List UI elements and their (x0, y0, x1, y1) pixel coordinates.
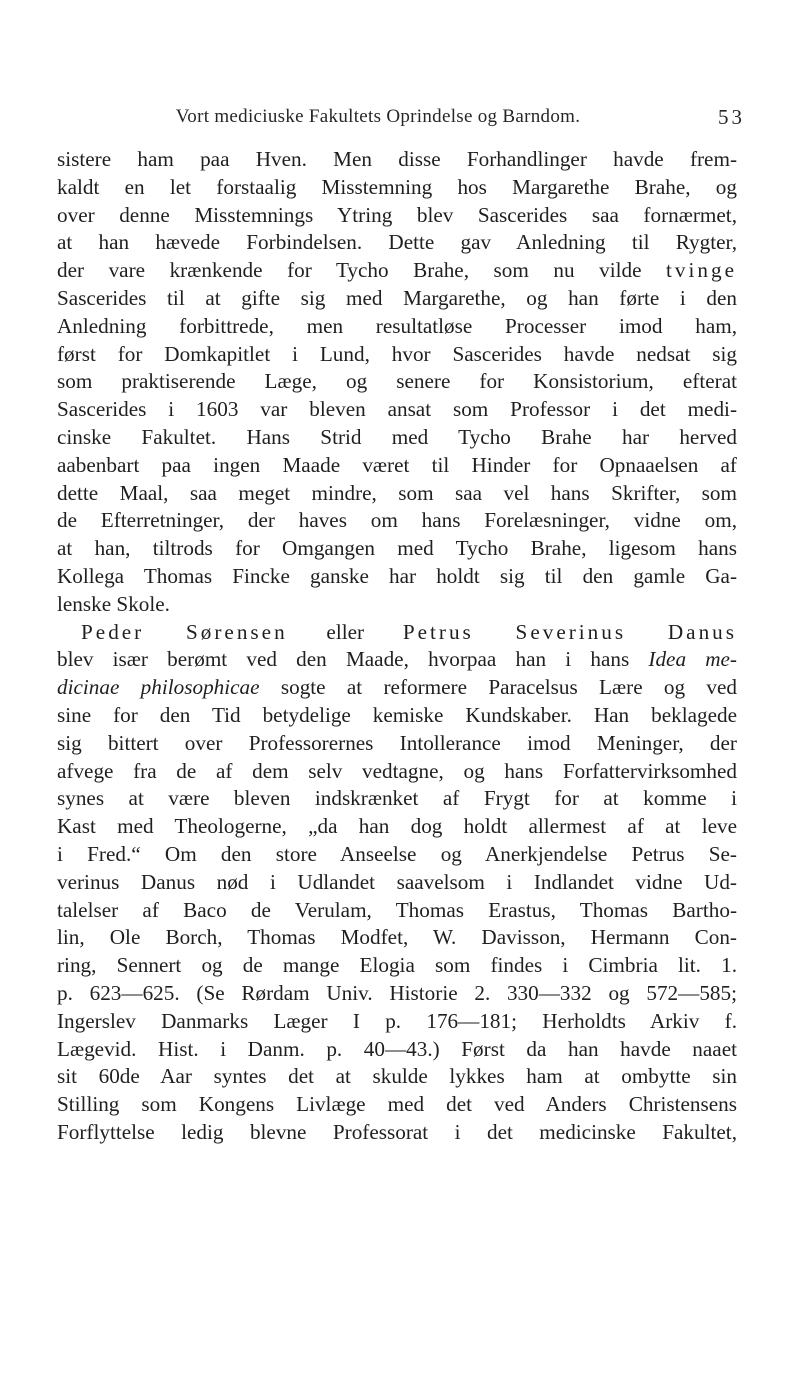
text-line: Kast med Theologerne, „da han dog holdt allermest af at leve (57, 814, 737, 839)
text-line: Peder Sørensen eller Petrus Severinus Danus (81, 619, 738, 644)
text-line: Ingerslev Danmarks Læger I p. 176—181; Herholdts Arkiv f. (57, 1008, 737, 1033)
text-line: Sascerides i 1603 var bleven ansat som Professor i det medi- (57, 397, 737, 422)
text-line: sistere ham paa Hven. Men disse Forhandlinger havde frem- (57, 147, 737, 171)
text-line: Forflyttelse ledig blevne Professorat i det medicinske Fakultet, (57, 1119, 737, 1144)
text-line: synes at være bleven indskrænket af Frygt for at komme i (57, 786, 737, 811)
text-line: kaldt en let forstaalig Misstemning hos Margarethe Brahe, og (57, 174, 737, 199)
running-head (0, 106, 800, 136)
text-line: p. 623—625. (Se Rørdam Univ. Historie 2. 330—332 og 572—585; (57, 980, 737, 1005)
text-line: Sascerides til at gifte sig med Margarethe, og han førte i den (57, 285, 737, 310)
body-text (57, 146, 737, 1147)
text-line: der vare krænkende for Tycho Brahe, som nu vilde tvinge (57, 258, 737, 283)
text-line: over denne Misstemnings Ytring blev Sascerides saa fornærmet, (57, 202, 737, 227)
text-line: sit 60de Aar syntes det at skulde lykkes ham at ombytte sin (57, 1064, 737, 1089)
text-line: sig bittert over Professorernes Intollerance imod Meninger, der (57, 730, 737, 755)
text-line: i Fred.“ Om den store Anseelse og Anerkjendelse Petrus Se- (57, 841, 737, 866)
emphasis-spaced: Peder Sørensen (81, 619, 288, 644)
text-line: dicinae philosophicae sogte at reformere Paracelsus Lære og ved (57, 675, 737, 700)
running-title: Vort mediciuske Fakultets Oprindelse og Barndom. (175, 106, 581, 127)
emphasis-spaced: Petrus Severinus Danus (402, 619, 738, 644)
text-line: at han, tiltrods for Omgangen med Tycho Brahe, ligesom hans (57, 536, 737, 561)
emphasis-spaced: tvinge (666, 258, 737, 283)
page-number: 53 (718, 105, 745, 129)
text-line: lin, Ole Borch, Thomas Modfet, W. Davisson, Hermann Con- (57, 925, 737, 950)
text-line: Kollega Thomas Fincke ganske har holdt sig til den gamle Ga- (57, 563, 737, 588)
text-line: at han hævede Forbindelsen. Dette gav Anledning til Rygter, (57, 230, 737, 255)
text-line: cinske Fakultet. Hans Strid med Tycho Brahe har herved (57, 424, 737, 449)
text-line: talelser af Baco de Verulam, Thomas Erastus, Thomas Bartho- (57, 897, 737, 922)
text-line: Anledning forbittrede, men resultatløse Processer imod ham, (57, 313, 737, 338)
text-line: Stilling som Kongens Livlæge med det ved Anders Christensens (57, 1092, 737, 1117)
text-line: som praktiserende Læge, og senere for Konsistorium, efterat (57, 369, 737, 394)
text-line: lenske Skole. (57, 591, 170, 616)
text-line: verinus Danus nød i Udlandet saavelsom i Indlandet vidne Ud- (57, 869, 737, 894)
text-line: dette Maal, saa meget mindre, som saa vel hans Skrifter, som (57, 480, 737, 505)
text-line: Lægevid. Hist. i Danm. p. 40—43.) Først da han havde naaet (57, 1036, 737, 1061)
text-line: afvege fra de af dem selv vedtagne, og hans Forfattervirksomhed (57, 758, 737, 783)
text-line: aabenbart paa ingen Maade været til Hinder for Opnaaelsen af (57, 452, 737, 477)
emphasis-italic: Idea me- (648, 647, 737, 672)
text-line: sine for den Tid betydelige kemiske Kundskaber. Han beklagede (57, 702, 737, 727)
emphasis-italic: dicinae philosophicae (57, 675, 260, 700)
text-line: ring, Sennert og de mange Elogia som findes i Cimbria lit. 1. (57, 953, 737, 978)
text-line: blev især berømt ved den Maade, hvorpaa han i hans Idea me- (57, 647, 737, 672)
text-line: først for Domkapitlet i Lund, hvor Sascerides havde nedsat sig (57, 341, 737, 366)
text-line: de Efterretninger, der haves om hans Forelæsninger, vidne om, (57, 508, 737, 533)
